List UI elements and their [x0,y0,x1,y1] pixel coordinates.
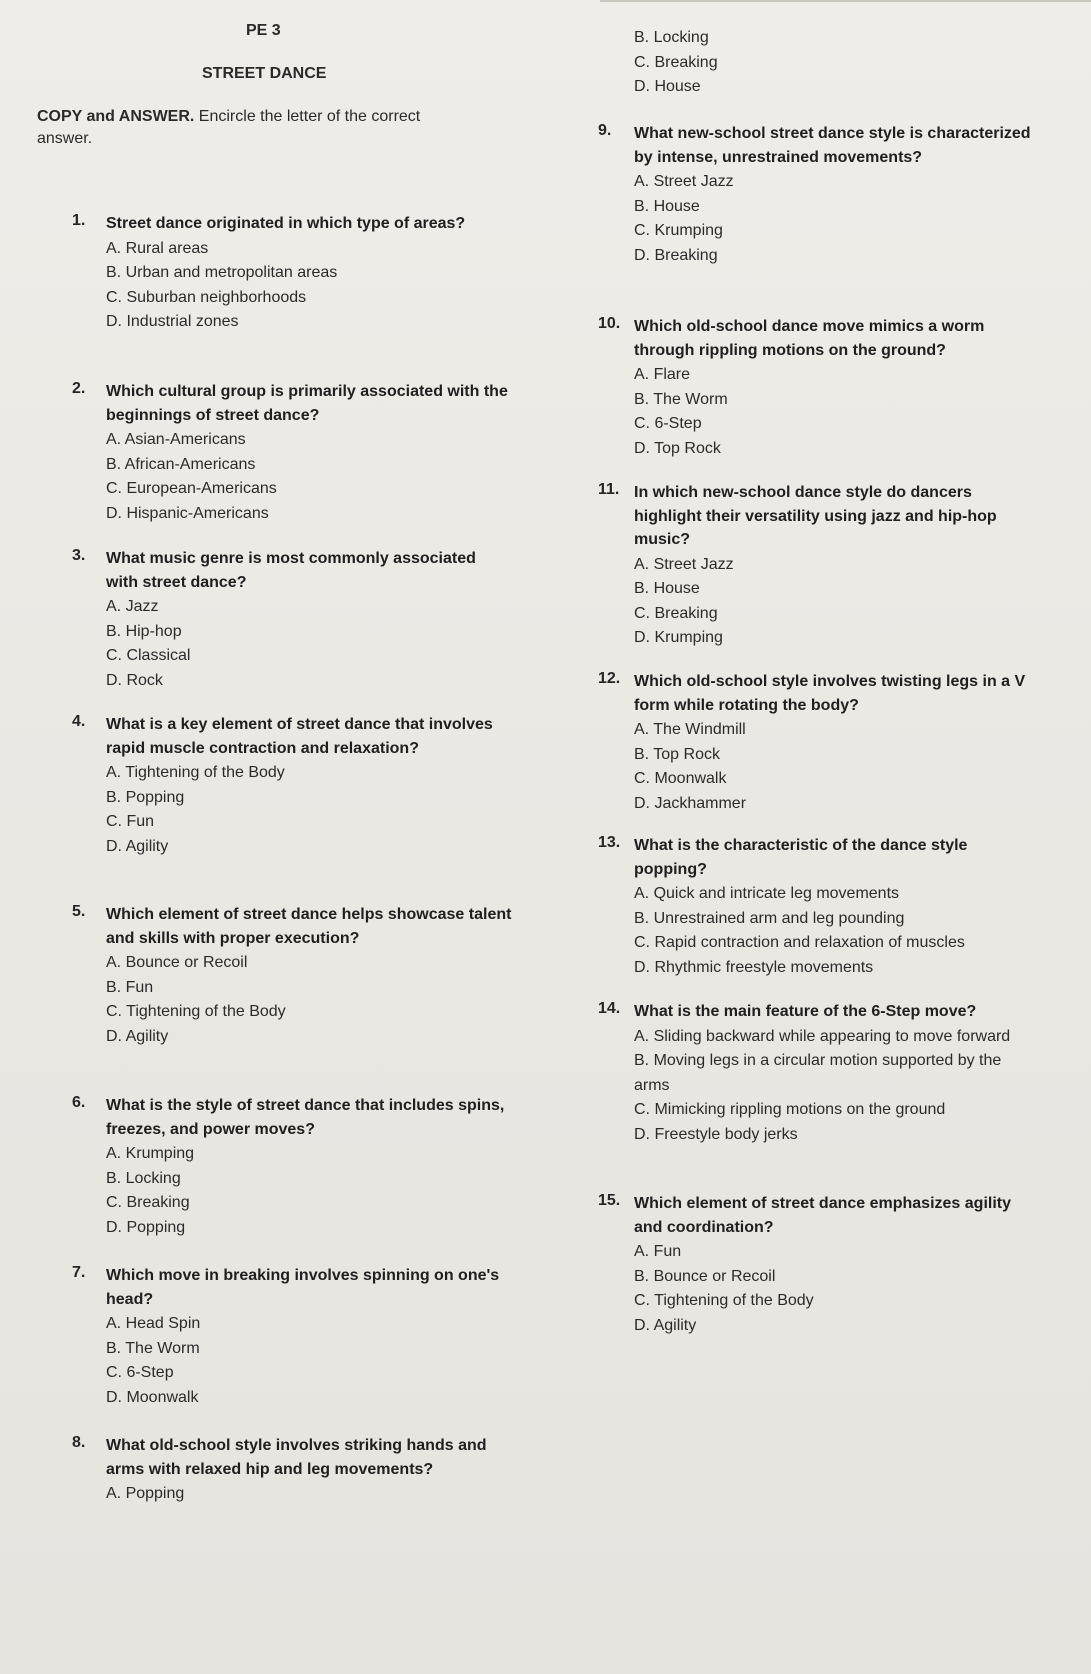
option-c: C. Classical [106,647,191,664]
option-b: B. Moving legs in a circular motion supported by the arms [634,1052,1002,1094]
option-b: B. Top Rock [634,745,720,763]
option-d: D. Popping [106,1218,186,1236]
question-number: 5. [72,903,86,920]
question-text: What old-school style involves striking hands and arms with relaxed hip and leg movements? [106,1437,487,1478]
option-a: A. Flare [634,366,691,383]
option-a: A. Rural areas [106,239,209,257]
option-d: D. Hispanic-Americans [106,504,269,522]
question-text: What music genre is most commonly associated with street dance? [106,550,476,591]
question-13 [598,834,1038,980]
option-c: C. Breaking [106,1194,190,1211]
option-c: C. Tightening of the Body [106,1003,286,1020]
option-b: B. Hip-hop [106,622,182,640]
question-number: 11. [598,481,620,498]
question-text: What is a key element of street dance that involves rapid muscle contraction and relaxation? [106,716,493,757]
option-d: D. Jackhammer [634,794,747,812]
option-c: C. Suburban neighborhoods [106,288,307,306]
worksheet-title: STREET DANCE [202,65,327,82]
option-a: A. Street Jazz [634,173,734,190]
option-d: D. House [634,78,701,95]
option-d: D. Krumping [634,629,723,646]
instructions-text: Encircle the letter of the correct answer. [37,108,421,147]
question-4 [72,713,512,859]
question-5 [72,903,512,1049]
question-3 [72,547,512,693]
option-a: A. Head Spin [106,1315,201,1332]
option-d: D. Breaking [634,246,718,264]
question-15 [598,1192,1038,1338]
option-c: C. Mimicking rippling motions on the ground [634,1101,946,1118]
option-c: C. Rapid contraction and relaxation of muscles [634,934,965,951]
question-text: Which old-school dance move mimics a worm through rippling motions on the ground? [634,318,985,359]
question-11 [598,481,1038,651]
option-b: B. The Worm [106,1339,200,1357]
option-b: B. African-Americans [106,455,256,473]
option-c: C. Breaking [634,53,718,71]
question-number: 4. [72,713,86,730]
option-c: C. Tightening of the Body [634,1292,814,1309]
option-c: C. Krumping [634,222,723,239]
option-c: C. Fun [106,813,155,830]
option-c: C. European-Americans [106,480,277,497]
option-b: B. House [634,197,700,215]
option-b: B. House [634,580,700,597]
option-a: A. Jazz [106,598,159,615]
option-d: D. Rhythmic freestyle movements [634,958,874,976]
instructions [37,106,467,150]
question-number: 6. [72,1094,86,1111]
option-a: A. Street Jazz [634,555,734,573]
question-1 [72,212,512,335]
instructions-bold: COPY and ANSWER. [37,108,195,125]
question-number: 10. [598,315,621,332]
option-a: A. Quick and intricate leg movements [634,885,900,902]
option-list [106,1142,512,1240]
question-number: 14. [598,1000,621,1017]
option-b: B. Bounce or Recoil [634,1267,776,1285]
option-list [634,1240,1038,1338]
question-text: Street dance originated in which type of areas? [106,215,466,232]
question-text: Which cultural group is primarily associated with the beginnings of street dance? [106,383,508,424]
option-a: A. Asian-Americans [106,431,246,448]
option-b: B. Fun [106,978,154,996]
question-6 [72,1094,512,1240]
question-8 [72,1434,512,1507]
option-b: B. The Worm [634,390,728,408]
question-number: 13. [598,834,621,851]
option-d: D. Agility [106,837,169,855]
question-number: 12. [598,670,621,687]
question-2 [72,380,512,526]
option-list [634,170,1038,268]
question-text: Which old-school style involves twisting legs in a V form while rotating the body? [634,673,1026,714]
question-number: 7. [72,1264,86,1281]
option-list [106,595,512,693]
question-text: In which new-school dance style do dancers highlight their versatility using jazz and hip-hop music? [634,484,997,548]
option-a: A. Fun [634,1243,682,1260]
option-list [106,237,512,335]
option-list [106,1312,512,1410]
option-list [106,761,512,859]
option-list [634,363,1038,461]
option-list [634,1025,1038,1148]
question-9 [598,122,1038,268]
option-list [106,1482,512,1507]
question-text: What is the main feature of the 6-Step move? [634,1003,977,1020]
question-number: 8. [72,1434,86,1451]
option-d: D. Rock [106,671,163,689]
question-text: Which element of street dance helps showcase talent and skills with proper execution? [106,906,512,947]
option-a: A. Tightening of the Body [106,764,285,781]
option-d: D. Freestyle body jerks [634,1125,798,1143]
question-number: 2. [72,380,86,397]
page-edge-line [600,0,1091,2]
option-a: A. Bounce or Recoil [106,954,248,971]
question-text: Which element of street dance emphasizes agility and coordination? [634,1195,1011,1236]
question-number: 3. [72,547,86,564]
option-list [634,718,1038,816]
question-number: 9. [598,122,612,139]
option-d: D. Industrial zones [106,313,239,330]
option-a: A. Popping [106,1485,185,1502]
option-d: D. Top Rock [634,439,721,457]
option-b: B. Urban and metropolitan areas [106,264,338,281]
question-text: What new-school street dance style is characterized by intense, unrestrained movements? [634,125,1031,166]
option-d: D. Agility [106,1027,169,1045]
option-d: D. Agility [634,1316,697,1334]
question-10 [598,315,1038,461]
option-c: C. 6-Step [106,1364,174,1381]
option-a: A. Sliding backward while appearing to move forward [634,1027,1011,1045]
question-14 [598,1000,1038,1147]
question-8-continued-options [634,26,934,100]
question-text: What is the style of street dance that includes spins, freezes, and power moves? [106,1097,505,1138]
option-list [634,553,1038,651]
option-d: D. Moonwalk [106,1388,199,1406]
question-text: What is the characteristic of the dance style popping? [634,837,968,878]
option-list [106,951,512,1049]
option-b: B. Locking [106,1169,181,1187]
option-a: A. The Windmill [634,721,746,738]
option-c: C. 6-Step [634,415,702,432]
option-b: B. Popping [106,788,185,806]
question-12 [598,670,1038,816]
option-list [634,882,1038,980]
question-text: Which move in breaking involves spinning on one's head? [106,1267,500,1308]
course-label: PE 3 [246,22,281,39]
question-number: 1. [72,212,86,229]
option-list [106,428,512,526]
question-number: 15. [598,1192,621,1209]
option-c: C. Moonwalk [634,770,727,787]
option-b: B. Unrestrained arm and leg pounding [634,909,905,927]
question-7 [72,1264,512,1410]
option-b: B. Locking [634,29,709,46]
option-c: C. Breaking [634,604,718,622]
option-a: A. Krumping [106,1145,195,1162]
